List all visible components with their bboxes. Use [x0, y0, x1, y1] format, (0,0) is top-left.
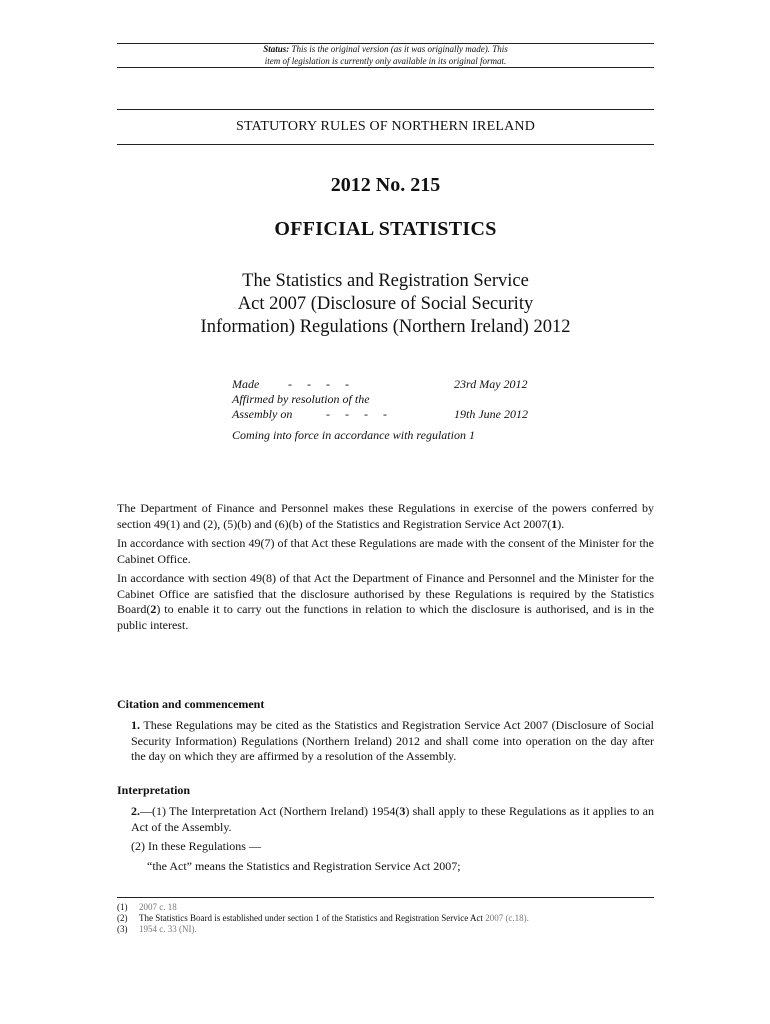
- footnote-ref-2[interactable]: 2: [150, 602, 157, 616]
- footnotes: [117, 902, 529, 935]
- footnote-mark: (2): [117, 913, 128, 923]
- footnote-link[interactable]: 2007 (c.18).: [485, 913, 529, 923]
- affirmed-date: 19th June 2012: [454, 407, 528, 421]
- status-note: [117, 43, 654, 67]
- instrument-number: 2012 No. 215: [330, 174, 441, 196]
- footnote-link[interactable]: 2007 c. 18: [139, 902, 177, 912]
- subject-heading: OFFICIAL STATISTICS: [274, 218, 497, 240]
- coming-into-force: Coming into force in accordance with regulation 1: [232, 428, 475, 442]
- regulation-1: [117, 718, 654, 769]
- preamble: [117, 501, 654, 637]
- footnote-mark: (3): [117, 924, 128, 934]
- series-top-rule: [117, 109, 654, 110]
- heading-interpretation: Interpretation: [117, 783, 191, 797]
- regulation-2-number: 2.: [131, 804, 140, 818]
- affirmed-label-1: Affirmed by resolution of the: [232, 392, 370, 406]
- footnote-ref-3[interactable]: 3: [399, 804, 406, 818]
- preamble-para-3: In accordance with section 49(8) of that Act the Department of Finance and Personnel and the Minister for the Cabinet Office are satisfied that the disclosure authorised by these Regulations is required by the Statistics Board(2) to enable it to carry out the functions in relation to which the disclosure is authorised, and is in the public interest.: [117, 571, 654, 632]
- definition-the-act: “the Act” means the Statistics and Registration Service Act 2007;: [147, 858, 461, 873]
- regulation-2: 2.—(1) The Interpretation Act (Northern Ireland) 1954(3) shall apply to these Regulations as it applies to an Act of the Assembly. (2) In these Regulations — “the Act” means the Statistics and Registration Service Act 2007;: [117, 804, 654, 878]
- status-line-1: This is the original version (as it was originally made). This: [291, 44, 508, 54]
- footnote-link[interactable]: 1954 c. 33 (NI).: [139, 924, 197, 934]
- footnote-rule: [117, 897, 654, 898]
- footnote-2: (2) The Statistics Board is established under section 1 of the Statistics and Registration Service Act 2007 (c.18).: [117, 913, 529, 923]
- affirmed-dashes: - - - -: [326, 407, 387, 421]
- preamble-para-1: The Department of Finance and Personnel makes these Regulations in exercise of the powers conferred by section 49(1) and (2), (5)(b) and (6)(b) of the Statistics and Registration Service Act 2007(1).: [117, 501, 654, 531]
- title-line-3: Information) Regulations (Northern Ireland) 2012: [200, 317, 571, 337]
- title-line-1: The Statistics and Registration Service: [242, 271, 529, 291]
- affirmed-label-2: Assembly on: [232, 407, 293, 421]
- regulation-2-para-2: (2) In these Regulations —: [131, 839, 261, 853]
- title-line-2: Act 2007 (Disclosure of Social Security: [237, 294, 534, 314]
- footnote-mark: (1): [117, 902, 128, 912]
- status-line-2: item of legislation is currently only available in its original format.: [264, 56, 507, 66]
- series-bottom-rule: [117, 144, 654, 145]
- regulation-1-number: 1.: [131, 718, 140, 732]
- made-dashes: - - - -: [288, 377, 349, 391]
- heading-citation: Citation and commencement: [117, 697, 265, 711]
- made-label: Made: [232, 377, 260, 391]
- regulation-1-text: These Regulations may be cited as the Statistics and Registration Service Act 2007 (Disclosure of Social Security Information) Regulations (Northern Ireland) 2012 and shall come into operation on the day after the day on which they are affirmed by a resolution of the Assembly.: [131, 718, 655, 763]
- series-heading: STATUTORY RULES OF NORTHERN IRELAND: [235, 119, 536, 134]
- dates-block: [232, 377, 542, 443]
- footnote-3: [117, 924, 529, 935]
- status-bottom-rule: [117, 67, 654, 68]
- preamble-para-2: In accordance with section 49(7) of that Act these Regulations are made with the consent of the Minister for the Cabinet Office.: [117, 536, 654, 566]
- instrument-title: [117, 270, 654, 339]
- status-label: Status:: [263, 44, 290, 54]
- footnote-ref-1[interactable]: 1: [551, 516, 558, 531]
- made-date: 23rd May 2012: [454, 377, 528, 391]
- footnote-1: [117, 902, 529, 913]
